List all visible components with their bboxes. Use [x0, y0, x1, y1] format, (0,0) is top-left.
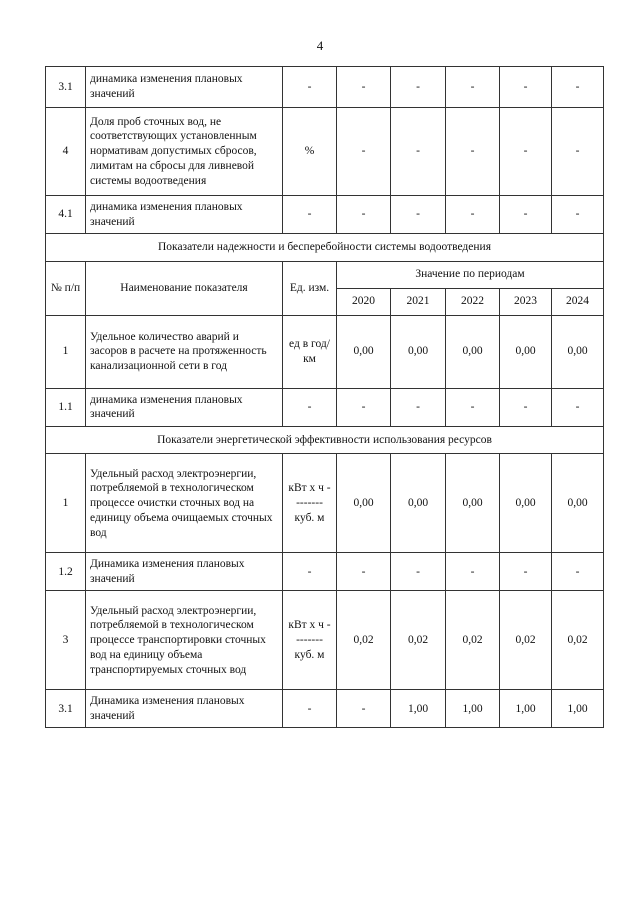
unit-cell: - — [283, 196, 337, 234]
section-row — [46, 234, 604, 262]
col-header-name: Наименование показателя — [86, 261, 283, 315]
year-header: 2021 — [391, 288, 446, 315]
value-cell: 1,00 — [500, 690, 552, 728]
value-cell: 0,02 — [446, 591, 500, 690]
value-cell: 0,00 — [337, 315, 391, 388]
value-cell: - — [552, 108, 604, 196]
table-row — [46, 553, 604, 591]
page-number: 4 — [316, 38, 324, 53]
unit-cell: - — [283, 553, 337, 591]
value-cell: - — [391, 196, 446, 234]
indicator-name: динамика изменения плановых значений — [86, 67, 283, 108]
value-cell: - — [391, 553, 446, 591]
value-cell: 0,00 — [552, 315, 604, 388]
value-cell: - — [500, 196, 552, 234]
header-row — [46, 261, 604, 288]
value-cell: - — [337, 67, 391, 108]
table-row — [46, 196, 604, 234]
value-cell: - — [500, 388, 552, 426]
value-cell: - — [500, 553, 552, 591]
indicator-name: Динамика изменения плановых значений — [86, 553, 283, 591]
col-header-unit: Ед. изм. — [283, 261, 337, 315]
indicator-name: Удельный расход электроэнергии, потребляемой в технологическом процессе очистки сточных вод на единицу объема очищаемых сточных вод — [86, 454, 283, 553]
year-header: 2024 — [552, 288, 604, 315]
indicator-name: Удельное количество аварий и засоров в расчете на протяженность канализационной сети в год — [86, 315, 283, 388]
unit-cell: кВт х ч -------- куб. м — [283, 591, 337, 690]
row-number: 1 — [46, 454, 86, 553]
value-cell: - — [391, 388, 446, 426]
row-number: 3 — [46, 591, 86, 690]
unit-cell: - — [283, 388, 337, 426]
indicator-name: Доля проб сточных вод, не соответствующих установленным нормативам допустимых сбросов, лимитам на сбросы для ливневой системы водоотведения — [86, 108, 283, 196]
table-row — [46, 690, 604, 728]
indicators-table — [45, 66, 604, 728]
unit-cell: - — [283, 690, 337, 728]
value-cell: - — [500, 67, 552, 108]
value-cell: 1,00 — [391, 690, 446, 728]
value-cell: - — [500, 108, 552, 196]
value-cell: 0,02 — [391, 591, 446, 690]
table-row — [46, 315, 604, 388]
indicator-name: динамика изменения плановых значений — [86, 388, 283, 426]
value-cell: - — [446, 388, 500, 426]
value-cell: - — [552, 553, 604, 591]
value-cell: 0,00 — [337, 454, 391, 553]
col-header-num: № п/п — [46, 261, 86, 315]
value-cell: 0,00 — [552, 454, 604, 553]
indicator-name: Динамика изменения плановых значений — [86, 690, 283, 728]
row-number: 3.1 — [46, 67, 86, 108]
value-cell: - — [446, 108, 500, 196]
value-cell: - — [552, 196, 604, 234]
value-cell: 0,00 — [500, 315, 552, 388]
value-cell: 0,02 — [500, 591, 552, 690]
value-cell: - — [391, 108, 446, 196]
value-cell: 1,00 — [446, 690, 500, 728]
unit-cell: кВт х ч -------- куб. м — [283, 454, 337, 553]
value-cell: - — [391, 67, 446, 108]
row-number: 4 — [46, 108, 86, 196]
value-cell: 0,02 — [337, 591, 391, 690]
unit-cell: ед в год/ км — [283, 315, 337, 388]
value-cell: - — [337, 196, 391, 234]
year-header: 2020 — [337, 288, 391, 315]
value-cell: 0,00 — [446, 454, 500, 553]
indicator-name: Удельный расход электроэнергии, потребляемой в технологическом процессе транспортировки сточных вод на единицу объема транспортируемых сточных вод — [86, 591, 283, 690]
value-cell: 1,00 — [552, 690, 604, 728]
section-title: Показатели энергетической эффективности использования ресурсов — [46, 426, 604, 454]
value-cell: - — [446, 67, 500, 108]
row-number: 3.1 — [46, 690, 86, 728]
indicator-name: динамика изменения плановых значений — [86, 196, 283, 234]
col-header-periods: Значение по периодам — [337, 261, 604, 288]
row-number: 1 — [46, 315, 86, 388]
year-header: 2022 — [446, 288, 500, 315]
table-row — [46, 454, 604, 553]
value-cell: - — [446, 196, 500, 234]
value-cell: - — [552, 388, 604, 426]
unit-cell: % — [283, 108, 337, 196]
table-row — [46, 108, 604, 196]
value-cell: 0,02 — [552, 591, 604, 690]
value-cell: 0,00 — [391, 454, 446, 553]
row-number: 1.2 — [46, 553, 86, 591]
year-header: 2023 — [500, 288, 552, 315]
value-cell: - — [337, 690, 391, 728]
row-number: 4.1 — [46, 196, 86, 234]
value-cell: - — [337, 108, 391, 196]
table-row — [46, 388, 604, 426]
unit-cell: - — [283, 67, 337, 108]
value-cell: - — [446, 553, 500, 591]
section-title: Показатели надежности и бесперебойности системы водоотведения — [46, 234, 604, 262]
value-cell: - — [337, 388, 391, 426]
value-cell: 0,00 — [391, 315, 446, 388]
value-cell: 0,00 — [500, 454, 552, 553]
value-cell: - — [552, 67, 604, 108]
row-number: 1.1 — [46, 388, 86, 426]
value-cell: 0,00 — [446, 315, 500, 388]
table-row — [46, 591, 604, 690]
table-row — [46, 67, 604, 108]
value-cell: - — [337, 553, 391, 591]
section-row — [46, 426, 604, 454]
